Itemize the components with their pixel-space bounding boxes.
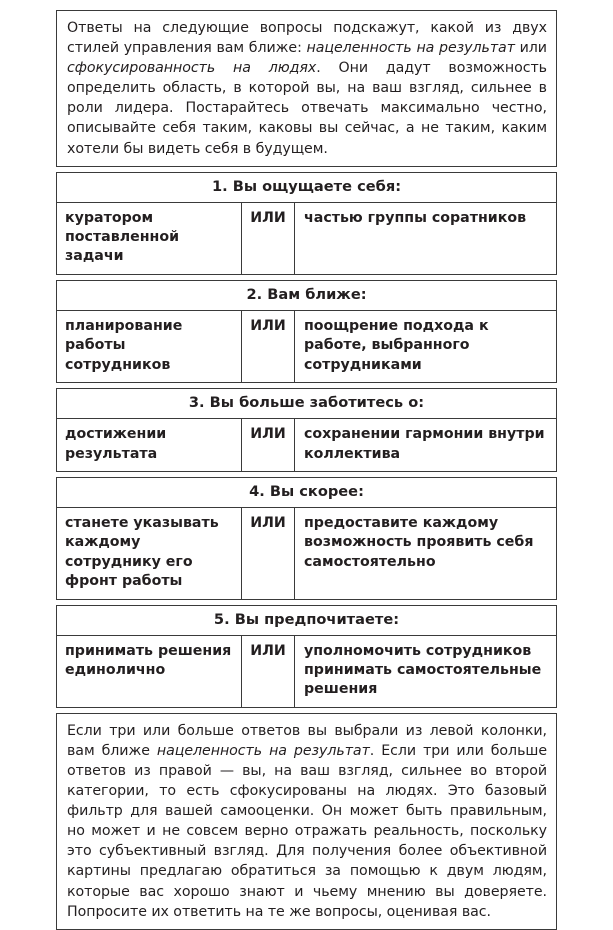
answer-option-left[interactable]: станете указывать каждому сотруднику его фронт работы <box>57 508 242 599</box>
question-group-2 <box>56 280 557 383</box>
question-group-3 <box>56 388 557 472</box>
intro-paragraph-text: Ответы на следующие вопросы подскажут, какой из двух стилей управления вам ближе: нацеленность на результат или сфокусированность на людях. Они дадут возможность определить область, в которой вы, на ваш взгляд, сильнее в роли лидера. Постарайтесь отвечать максимально честно, описывайте себя таким, каковы вы сейчас, а не таким, каким хотели бы видеть себя в будущем. <box>67 20 547 157</box>
or-separator-label: ИЛИ <box>242 419 295 471</box>
question-group-1 <box>56 172 557 275</box>
answer-option-right[interactable]: предоставите каждому возможность проявить себя самостоятельно <box>304 514 534 570</box>
intro-paragraph-box <box>56 10 557 167</box>
answer-option-left[interactable]: куратором поставленной задачи <box>57 203 242 274</box>
or-separator-label: ИЛИ <box>242 311 295 382</box>
or-separator-label: ИЛИ <box>242 508 295 599</box>
conclusion-paragraph-text: Если три или больше ответов вы выбрали из левой колонки, вам ближе нацеленность на результат. Если три или больше ответов из правой — вы, на ваш взгляд, сильнее во второй категории, то есть сфокусированы на людях. Это базовый фильтр для вашей самооценки. Он может быть правильным, но может и не совсем верно отражать реальность, поскольку это субъективный взгляд. Для получения более объективной картины предлагаю обратиться за помощью к двум людям, которые вас хорошо знают и чьему мнению вы доверяете. Попросите их ответить на те же вопросы, оценивая вас. <box>67 722 547 920</box>
answer-option-right[interactable]: частью группы соратников <box>304 209 527 226</box>
answer-option-left[interactable]: планирование работы сотрудников <box>57 311 242 382</box>
answer-option-left[interactable]: принимать решения единолично <box>57 636 242 707</box>
question-row <box>57 203 556 274</box>
question-row <box>57 636 556 707</box>
question-header: 1. Вы ощущаете себя: <box>57 173 556 203</box>
question-row <box>57 419 556 471</box>
question-header: 3. Вы больше заботитесь о: <box>57 389 556 419</box>
conclusion-paragraph-box <box>56 713 557 930</box>
or-separator-label: ИЛИ <box>242 636 295 707</box>
question-header: 5. Вы предпочитаете: <box>57 606 556 636</box>
answer-option-right[interactable]: поощрение подхода к работе, выбранного сотрудниками <box>304 317 489 373</box>
question-header: 2. Вам ближе: <box>57 281 556 311</box>
answer-option-right[interactable]: сохранении гармонии внутри коллектива <box>304 426 545 462</box>
answer-option-left[interactable]: достижении результата <box>57 419 242 471</box>
question-row <box>57 508 556 599</box>
content-stack <box>56 10 557 930</box>
question-header: 4. Вы скорее: <box>57 478 556 508</box>
question-row <box>57 311 556 382</box>
or-separator-label: ИЛИ <box>242 203 295 274</box>
question-group-4 <box>56 477 557 600</box>
question-group-5 <box>56 605 557 708</box>
answer-option-right[interactable]: уполномочить сотрудников принимать самостоятельные решения <box>304 642 542 698</box>
